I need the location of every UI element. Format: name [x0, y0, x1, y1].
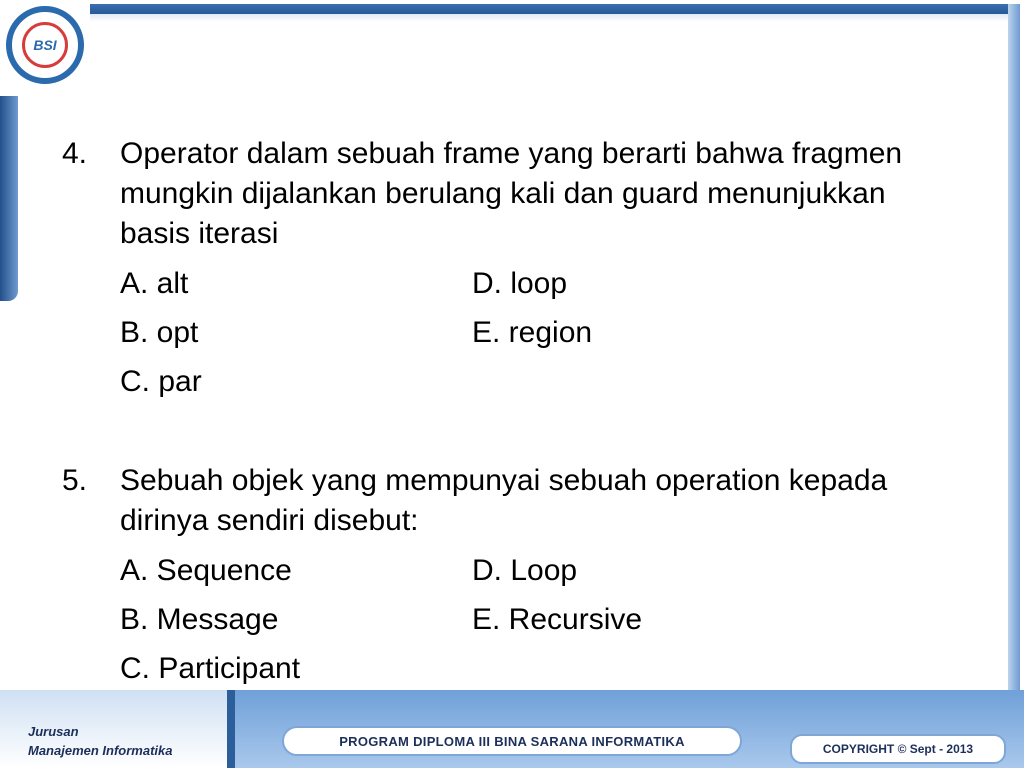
- question-4-option-e: E. region: [472, 316, 593, 349]
- program-label: PROGRAM DIPLOMA III BINA SARANA INFORMATIKA: [282, 726, 742, 756]
- bsi-logo: [6, 6, 84, 84]
- copyright-label: COPYRIGHT © Sept - 2013: [790, 734, 1006, 764]
- question-5-option-c: C. Participant: [120, 652, 301, 685]
- question-5-text: Sebuah objek yang mempunyai sebuah operation kepada dirinya sendiri disebut:: [120, 464, 888, 537]
- question-5-option-a: A. Sequence: [120, 554, 292, 587]
- question-4-option-a: A. alt: [120, 267, 189, 300]
- question-5-option-e: E. Recursive: [472, 603, 643, 636]
- question-4-text: Operator dalam sebuah frame yang berarti bahwa fragmen mungkin dijalankan berulang kali dan guard menunjukkan basis iterasi: [120, 137, 903, 250]
- question-4-option-d: D. loop: [472, 267, 568, 300]
- department-label: [28, 722, 173, 760]
- question-4-number: 4.: [62, 137, 88, 170]
- right-frame-bar: [1008, 4, 1020, 724]
- question-4-option-c: C. par: [120, 365, 202, 398]
- question-5-option-b: B. Message: [120, 603, 279, 636]
- question-5-option-d: D. Loop: [472, 554, 578, 587]
- question-4-option-b: B. opt: [120, 316, 199, 349]
- top-frame-bar: [90, 4, 1018, 18]
- department-line-2: Manajemen Informatika: [28, 743, 173, 758]
- left-frame-bar: [0, 96, 18, 301]
- question-5-number: 5.: [62, 464, 88, 497]
- bsi-logo-mark: BSI: [22, 22, 68, 68]
- department-line-1: Jurusan: [28, 724, 79, 739]
